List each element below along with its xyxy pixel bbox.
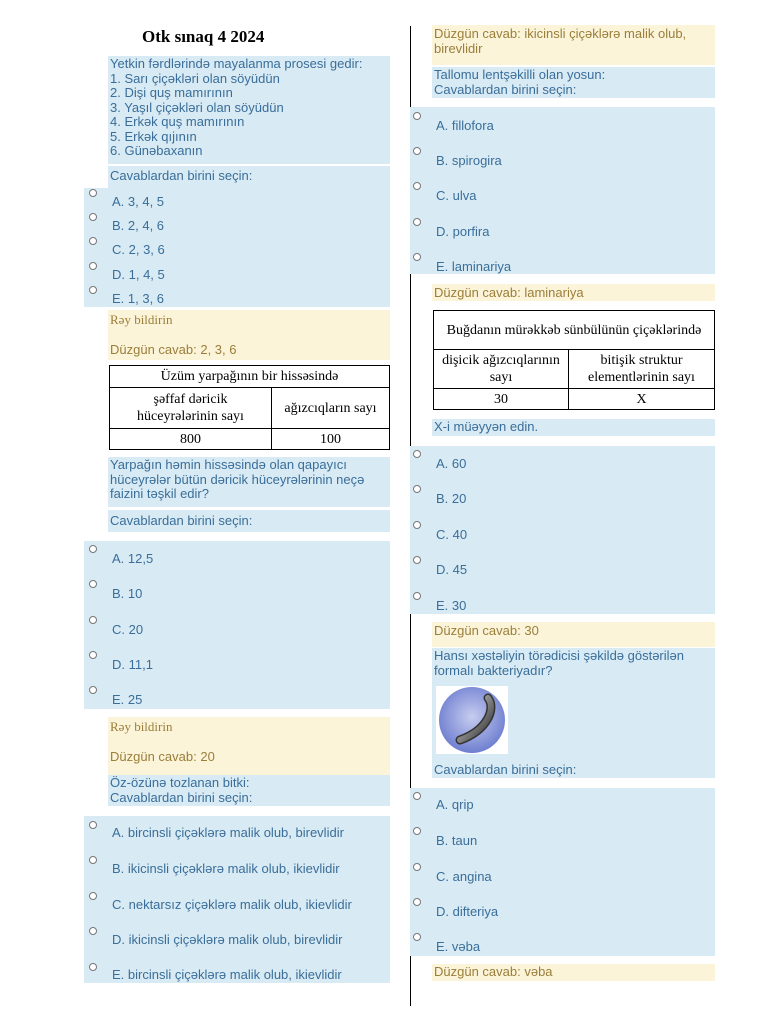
radio-button-icon[interactable] bbox=[413, 556, 421, 564]
radio-button-icon[interactable] bbox=[89, 213, 97, 221]
table-header: şəffaf dəricik hüceyrələrinin sayı bbox=[110, 388, 272, 429]
radio-button-icon[interactable] bbox=[413, 592, 421, 600]
radio-button-icon[interactable] bbox=[413, 792, 421, 800]
radio-button-icon[interactable] bbox=[89, 892, 97, 900]
option-q2-d[interactable]: D. 11,1 bbox=[112, 657, 153, 672]
radio-button-icon[interactable] bbox=[89, 237, 97, 245]
option-q6-c[interactable]: C. angina bbox=[436, 869, 492, 884]
question-3-text: Öz-özünə tozlanan bitki: Cavablardan birini seçin: bbox=[110, 775, 253, 805]
radio-button-icon[interactable] bbox=[413, 182, 421, 190]
question-2-prompt: Cavablardan birini seçin: bbox=[110, 513, 253, 528]
radio-button-icon[interactable] bbox=[413, 485, 421, 493]
radio-button-icon[interactable] bbox=[89, 189, 97, 197]
option-q1-b[interactable]: B. 2, 4, 6 bbox=[112, 218, 165, 233]
option-q5-a[interactable]: A. 60 bbox=[436, 456, 467, 471]
table-cell: 30 bbox=[434, 389, 569, 410]
radio-button-icon[interactable] bbox=[413, 450, 421, 458]
correct-answer-1: Düzgün cavab: 2, 3, 6 bbox=[110, 342, 237, 357]
data-table-grape-leaf bbox=[109, 365, 390, 450]
option-q3-c[interactable]: C. nektarsız çiçəklərə malik olub, ikievlidir bbox=[112, 897, 352, 912]
table-title: Buğdanın mürəkkəb sünbülünün çiçəklərində bbox=[434, 311, 715, 350]
option-q5-d[interactable]: D. 45 bbox=[436, 562, 468, 577]
option-q5-b[interactable]: B. 20 bbox=[436, 491, 467, 506]
radio-button-icon[interactable] bbox=[89, 856, 97, 864]
correct-answer-6: Düzgün cavab: vəba bbox=[434, 964, 553, 979]
radio-button-icon[interactable] bbox=[89, 651, 97, 659]
question-6-prompt: Cavablardan birini seçin: bbox=[434, 762, 577, 777]
radio-button-icon[interactable] bbox=[89, 262, 97, 270]
correct-answer-4: Düzgün cavab: laminariya bbox=[434, 285, 584, 300]
table-cell: X bbox=[569, 389, 715, 410]
radio-button-icon[interactable] bbox=[89, 686, 97, 694]
option-q2-a[interactable]: A. 12,5 bbox=[112, 551, 154, 566]
radio-button-icon[interactable] bbox=[413, 863, 421, 871]
table-header: bitişik struktur elementlərinin sayı bbox=[569, 350, 715, 389]
option-q2-e[interactable]: E. 25 bbox=[112, 692, 143, 707]
radio-button-icon[interactable] bbox=[89, 286, 97, 294]
radio-button-icon[interactable] bbox=[89, 821, 97, 829]
radio-button-icon[interactable] bbox=[89, 545, 97, 553]
table-cell: 800 bbox=[110, 429, 272, 450]
option-q4-a[interactable]: A. fillofora bbox=[436, 118, 494, 133]
option-q3-d[interactable]: D. ikicinsli çiçəklərə malik olub, birevlidir bbox=[112, 932, 343, 947]
radio-button-icon[interactable] bbox=[413, 933, 421, 941]
radio-button-icon[interactable] bbox=[413, 112, 421, 120]
radio-button-icon[interactable] bbox=[413, 253, 421, 261]
option-q3-b[interactable]: B. ikicinsli çiçəklərə malik olub, ikievlidir bbox=[112, 861, 340, 876]
radio-button-icon[interactable] bbox=[89, 963, 97, 971]
option-q6-e[interactable]: E. vəba bbox=[436, 939, 481, 954]
radio-button-icon[interactable] bbox=[89, 927, 97, 935]
option-q5-e[interactable]: E. 30 bbox=[436, 598, 467, 613]
question-1-prompt: Cavablardan birini seçin: bbox=[110, 168, 253, 183]
option-q1-d[interactable]: D. 1, 4, 5 bbox=[112, 267, 165, 282]
option-q4-c[interactable]: C. ulva bbox=[436, 188, 477, 203]
radio-button-icon[interactable] bbox=[413, 898, 421, 906]
bacterium-icon bbox=[436, 686, 508, 754]
option-q2-b[interactable]: B. 10 bbox=[112, 586, 143, 601]
question-2-text: Yarpağın həmin hissəsində olan qapayıcı hüceyrələr bütün dəricik hüceyrələrinin neçə faizini təşkil edir? bbox=[110, 457, 365, 501]
feedback-link[interactable]: Rəy bildirin bbox=[110, 312, 173, 327]
option-q1-a[interactable]: A. 3, 4, 5 bbox=[112, 194, 165, 209]
question-5-text: X-i müəyyən edin. bbox=[434, 419, 539, 434]
option-q1-e[interactable]: E. 1, 3, 6 bbox=[112, 291, 165, 306]
radio-button-icon[interactable] bbox=[89, 580, 97, 588]
option-q1-c[interactable]: C. 2, 3, 6 bbox=[112, 242, 165, 257]
option-q6-b[interactable]: B. taun bbox=[436, 833, 478, 848]
correct-answer-3: Düzgün cavab: ikicinsli çiçəklərə malik olub, birevlidir bbox=[434, 26, 687, 56]
feedback-link[interactable]: Rəy bildirin bbox=[110, 719, 173, 734]
radio-button-icon[interactable] bbox=[413, 521, 421, 529]
correct-answer-5: Düzgün cavab: 30 bbox=[434, 623, 539, 638]
question-1-text: Yetkin fərdlərində mayalanma prosesi gedir: 1. Sarı çiçəkləri olan söyüdün 2. Dişi quş mamırının 3. Yaşıl çiçəkləri olan söyüdün 4. Erkək quş mamırının 5. Erkək qıjının 6. Günəbaxanın bbox=[110, 56, 363, 158]
option-q3-e[interactable]: E. bircinsli çiçəklərə malik olub, ikievlidir bbox=[112, 967, 342, 982]
option-q4-e[interactable]: E. laminariya bbox=[436, 259, 512, 274]
option-q6-d[interactable]: D. difteriya bbox=[436, 904, 499, 919]
correct-answer-2: Düzgün cavab: 20 bbox=[110, 749, 215, 764]
table-header: dişicik ağızcıqlarının sayı bbox=[434, 350, 569, 389]
option-q2-c[interactable]: C. 20 bbox=[112, 622, 144, 637]
option-q3-a[interactable]: A. bircinsli çiçəklərə malik olub, birevlidir bbox=[112, 825, 344, 840]
table-header: ağızcıqların sayı bbox=[272, 388, 390, 429]
option-q4-b[interactable]: B. spirogira bbox=[436, 153, 502, 168]
radio-button-icon[interactable] bbox=[413, 827, 421, 835]
radio-button-icon[interactable] bbox=[413, 218, 421, 226]
page-title: Otk sınaq 4 2024 bbox=[142, 27, 265, 46]
option-q5-c[interactable]: C. 40 bbox=[436, 527, 468, 542]
table-cell: 100 bbox=[272, 429, 390, 450]
option-q6-a[interactable]: A. qrip bbox=[436, 797, 474, 812]
radio-button-icon[interactable] bbox=[413, 147, 421, 155]
table-title: Üzüm yarpağının bir hissəsində bbox=[110, 366, 390, 388]
question-6-text: Hansı xəstəliyin törədicisi şəkildə göstərilən formalı bakteriyadır? bbox=[434, 648, 685, 678]
option-q4-d[interactable]: D. porfira bbox=[436, 224, 490, 239]
question-4-text: Tallomu lentşəkilli olan yosun: Cavablardan birini seçin: bbox=[434, 67, 606, 97]
radio-button-icon[interactable] bbox=[89, 616, 97, 624]
data-table-wheat bbox=[433, 310, 715, 410]
bacterium-image bbox=[436, 686, 508, 754]
